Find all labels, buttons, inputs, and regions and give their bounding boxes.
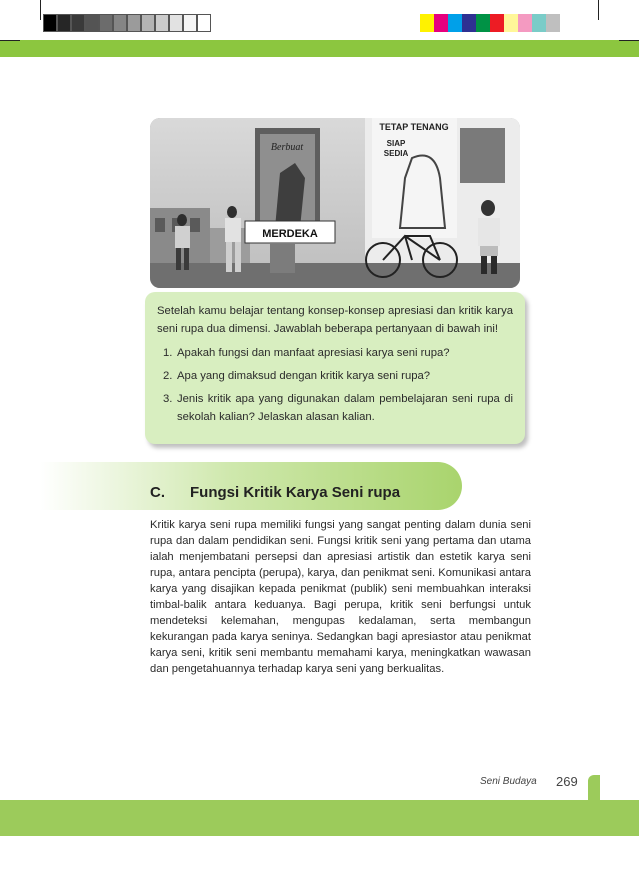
gray-swatch <box>127 14 141 32</box>
gray-swatch <box>43 14 57 32</box>
gray-swatch <box>155 14 169 32</box>
gray-swatch <box>85 14 99 32</box>
historical-photo-illustration <box>150 118 520 288</box>
color-swatch <box>546 14 560 32</box>
poster-left-text: Berbuat <box>270 142 304 153</box>
color-swatch <box>518 14 532 32</box>
color-swatch <box>420 14 434 32</box>
bottom-white-strip <box>0 836 639 874</box>
poster-right-sub2: SEDIA <box>383 149 409 158</box>
historical-photo <box>150 118 520 288</box>
page-tab <box>588 775 600 835</box>
gray-swatch <box>183 14 197 32</box>
section-heading <box>150 484 400 501</box>
gray-swatch <box>99 14 113 32</box>
question-text: Jenis kritik apa yang digunakan dalam pembelajaran seni rupa di sekolah kalian? Jelaskan alasan kalian. <box>177 393 513 423</box>
body-paragraph: Kritik karya seni rupa memiliki fungsi yang sangat penting dalam dunia seni rupa dan dalam pendidikan seni. Fungsi kritik seni yang pertama dan utama ialah menjembatani persepsi dan apresiasi artistik dan estetik karya seni rupa, antara pencipta (perupa), karya, dan penikmat seni. Komunikasi antara karya yang disajikan kepada penikmat (publik) seni membuahkan interaksi timbal-balik antara keduanya. Bagi perupa, kritik seni berfungsi untuk mendeteksi kelemahan, mengupas kedalaman, serta membangun kekurangan pada karya seninya. Sedangkan bagi apresiastor atau penikmat karya seni, kritik seni membantu memahami karya, meningkatkan wawasan dan pengetahuannya terhadap karya seni yang berkualitas. <box>150 519 531 675</box>
gray-swatch <box>57 14 71 32</box>
poster-right-sub1: SIAP <box>386 139 406 148</box>
question-text: Apa yang dimaksud dengan kritik karya seni rupa? <box>177 370 431 382</box>
section-title: Fungsi Kritik Karya Seni rupa <box>190 484 401 501</box>
list-item <box>157 390 513 426</box>
question-number: 2. <box>163 370 173 382</box>
crop-mark <box>598 0 599 20</box>
merdeka-banner-text: MERDEKA <box>262 228 318 240</box>
color-swatch <box>434 14 448 32</box>
color-swatch <box>448 14 462 32</box>
list-item <box>157 367 513 385</box>
crop-mark <box>0 40 20 41</box>
gray-swatch <box>169 14 183 32</box>
gray-swatch <box>71 14 85 32</box>
question-number: 3. <box>163 393 173 405</box>
color-calibration-bar <box>420 14 560 32</box>
color-swatch <box>476 14 490 32</box>
question-list <box>157 344 513 426</box>
gray-swatch <box>197 14 211 32</box>
color-swatch <box>504 14 518 32</box>
page-number: 269 <box>556 774 578 789</box>
color-swatch <box>462 14 476 32</box>
color-swatch <box>532 14 546 32</box>
question-number: 1. <box>163 347 173 359</box>
gray-swatch <box>141 14 155 32</box>
gray-swatch <box>113 14 127 32</box>
gray-calibration-bar <box>43 14 211 32</box>
poster-right-title: TETAP TENANG <box>379 122 449 132</box>
color-swatch <box>490 14 504 32</box>
crop-mark <box>619 40 639 41</box>
question-intro: Setelah kamu belajar tentang konsep-konsep apresiasi dan kritik karya seni rupa dua dimensi. Jawablah beberapa pertanyaan di bawah ini! <box>157 305 513 335</box>
question-text: Apakah fungsi dan manfaat apresiasi karya seni rupa? <box>177 347 450 359</box>
list-item <box>157 344 513 362</box>
section-letter: C. <box>150 484 165 501</box>
footer-series-title: Seni Budaya <box>480 776 537 787</box>
crop-mark <box>40 0 41 20</box>
question-box <box>145 292 525 444</box>
